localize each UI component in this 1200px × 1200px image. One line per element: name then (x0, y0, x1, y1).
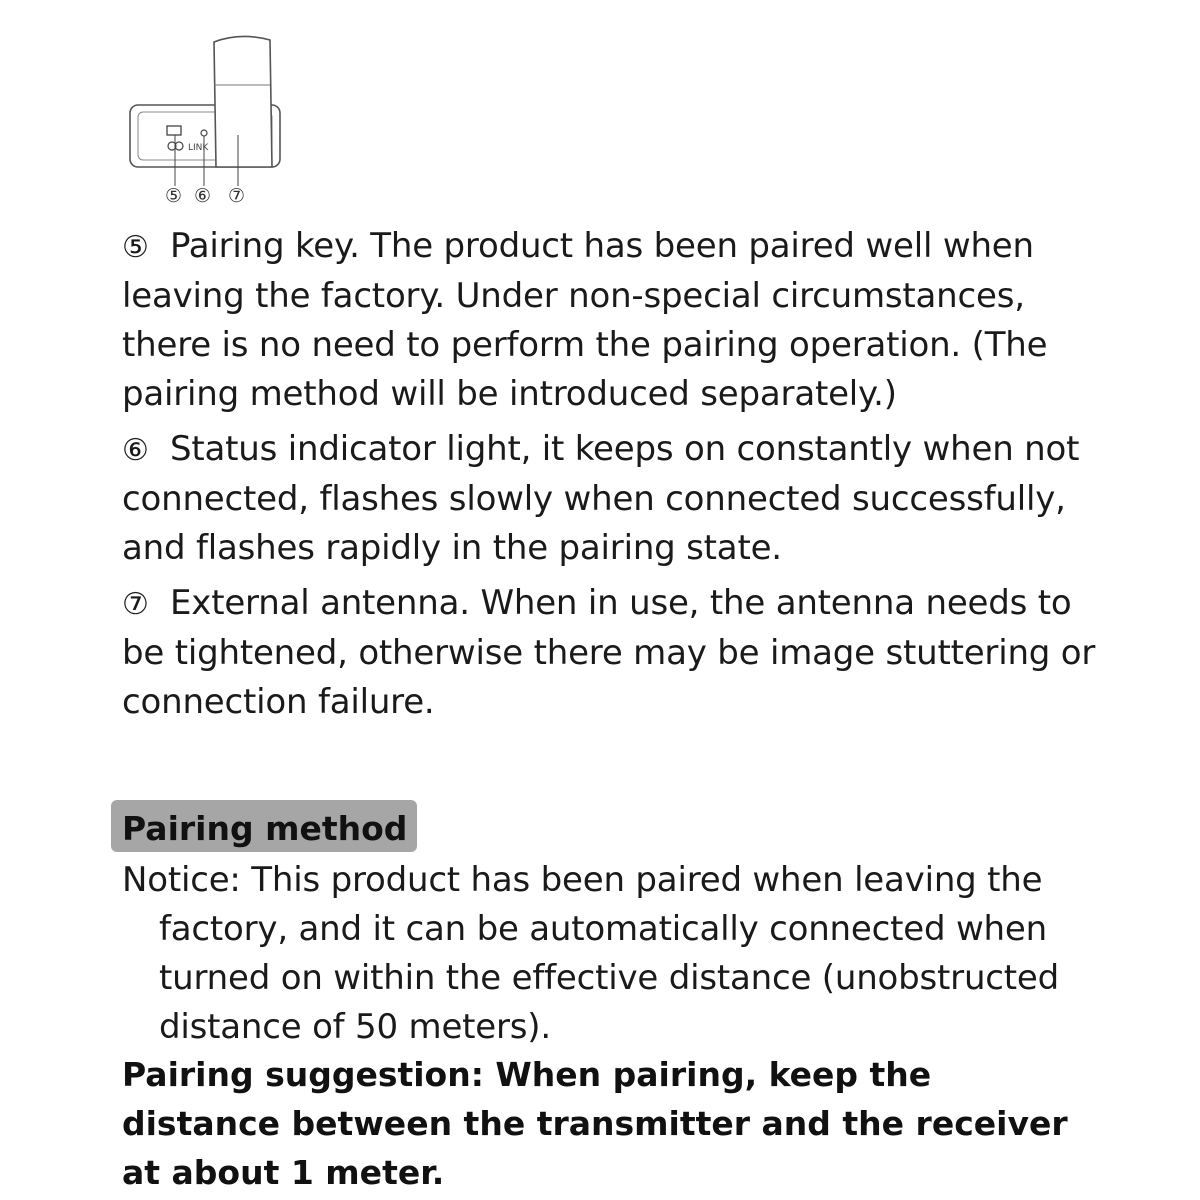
item-marker: ⑤ (122, 230, 149, 265)
item-marker: ⑦ (122, 587, 149, 622)
callout-5: ⑤ (165, 185, 183, 207)
feature-item-status-light (122, 425, 1122, 573)
device-diagram (120, 30, 300, 210)
section-heading: Pairing method (111, 800, 417, 852)
feature-item-pairing-key (122, 222, 1122, 419)
callout-6: ⑥ (194, 185, 212, 207)
feature-list (122, 222, 1122, 733)
item-marker: ⑥ (122, 433, 149, 468)
item-text: Status indicator light, it keeps on constantly when not connected, flashes slowly when connected successfully, and flashes rapidly in the pairing state. (122, 429, 1080, 568)
feature-item-antenna (122, 579, 1122, 727)
device-drawing (120, 30, 300, 210)
notice-paragraph: Notice: This product has been paired when leaving the factory, and it can be automatically connected when turned on within the effective distance (unobstructed distance of 50 meters). (122, 860, 1060, 1047)
item-text: External antenna. When in use, the antenna needs to be tightened, otherwise there may be image stuttering or connection failure. (122, 583, 1096, 722)
item-text: Pairing key. The product has been paired well when leaving the factory. Under non-special circumstances, there is no need to perform the pairing operation. (The pairing method will be introduced separately.) (122, 226, 1048, 414)
pairing-suggestion: Pairing suggestion: When pairing, keep the distance between the transmitter and the receiver at about 1 meter. (122, 1055, 1068, 1192)
callout-7: ⑦ (228, 185, 246, 207)
device-label: LINK (188, 143, 209, 153)
